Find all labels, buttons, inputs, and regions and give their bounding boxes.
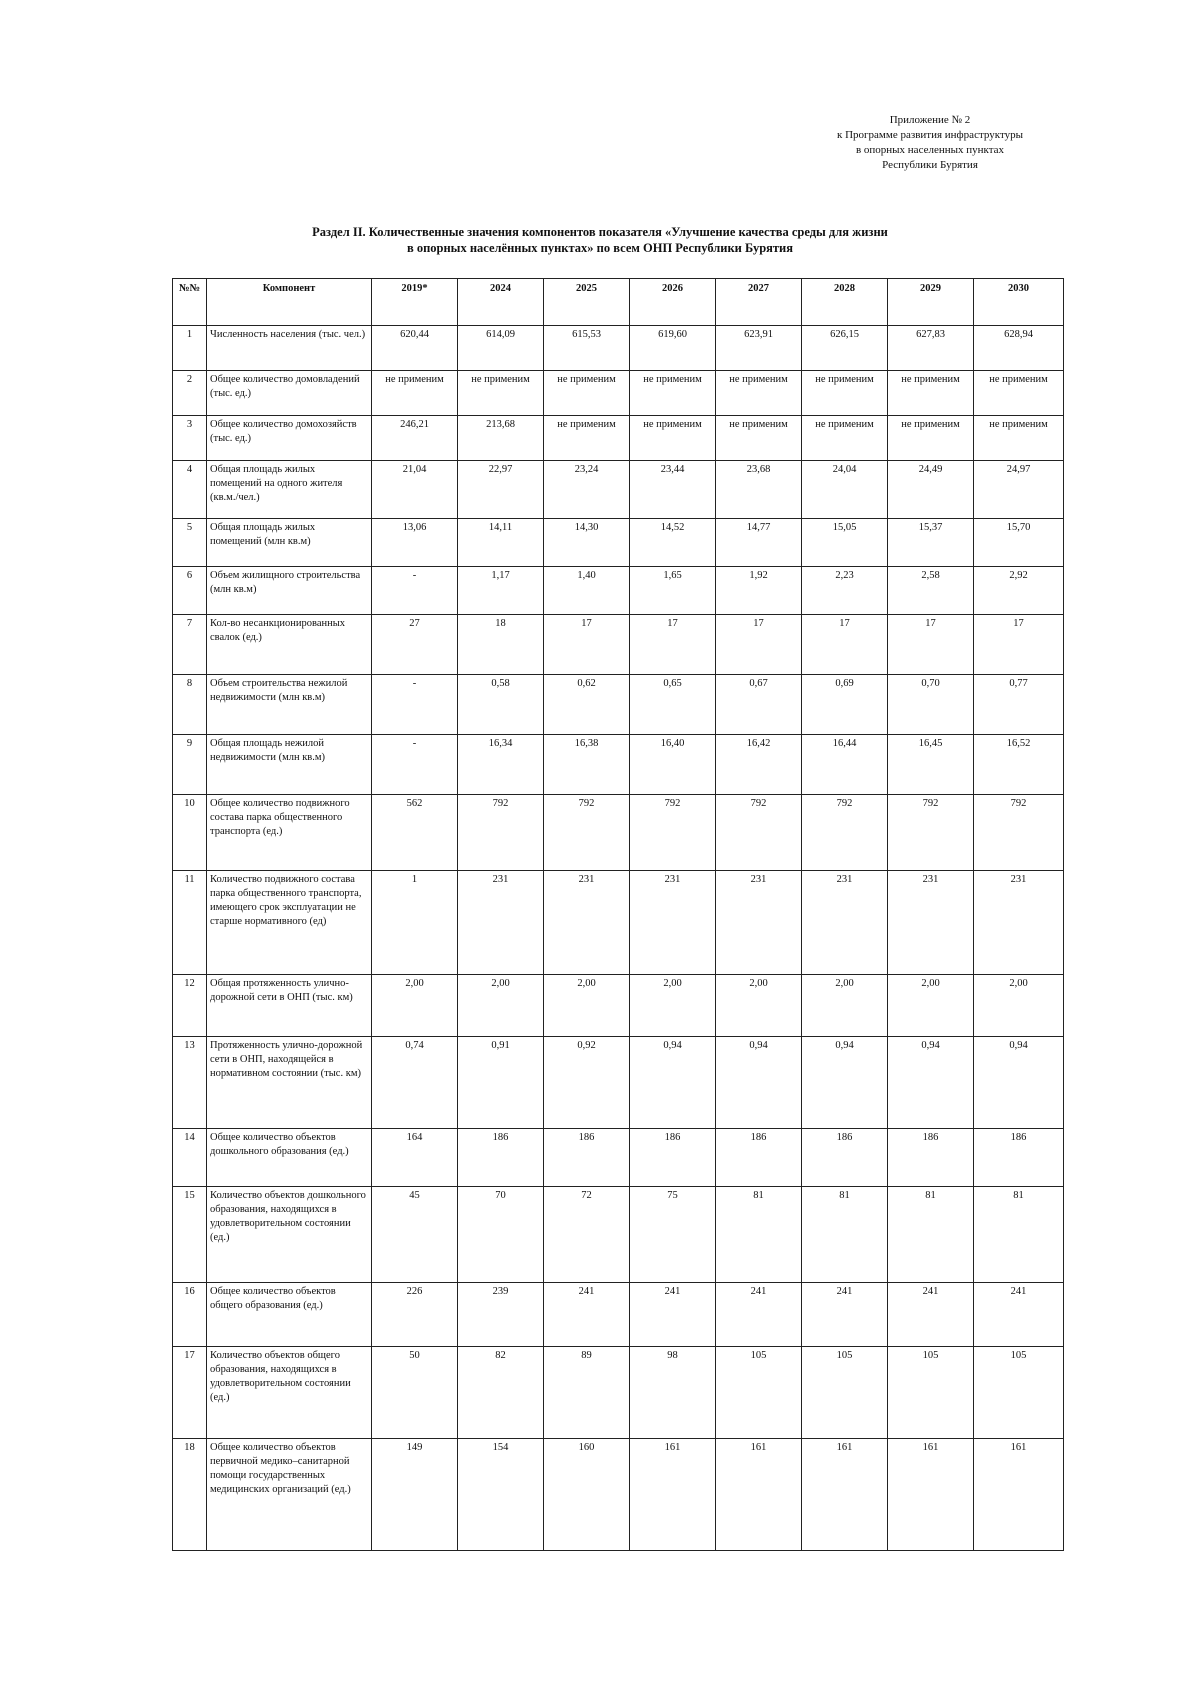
row-value: 161 bbox=[716, 1439, 802, 1551]
row-value: 1,17 bbox=[458, 567, 544, 615]
row-value: 16,52 bbox=[974, 735, 1064, 795]
row-value: 75 bbox=[630, 1187, 716, 1283]
table-row bbox=[173, 1283, 1064, 1347]
row-number: 7 bbox=[173, 615, 207, 675]
row-number: 5 bbox=[173, 519, 207, 567]
row-value: 231 bbox=[630, 871, 716, 975]
row-value: 17 bbox=[888, 615, 974, 675]
row-value: не применим bbox=[802, 416, 888, 461]
appendix-note bbox=[820, 113, 1040, 173]
row-component: Общее количество подвижного состава парка общественного транспорта (ед.) bbox=[207, 795, 372, 871]
header-year: 2028 bbox=[802, 279, 888, 326]
row-value: 16,44 bbox=[802, 735, 888, 795]
header-component: Компонент bbox=[207, 279, 372, 326]
row-component: Общая протяженность улично-дорожной сети в ОНП (тыс. км) bbox=[207, 975, 372, 1037]
row-value: 2,00 bbox=[802, 975, 888, 1037]
row-value: 161 bbox=[802, 1439, 888, 1551]
row-value: 16,38 bbox=[544, 735, 630, 795]
row-value: 792 bbox=[458, 795, 544, 871]
row-value: 239 bbox=[458, 1283, 544, 1347]
row-value: 615,53 bbox=[544, 326, 630, 371]
row-component: Общая площадь жилых помещений на одного жителя (кв.м./чел.) bbox=[207, 461, 372, 519]
row-value: не применим bbox=[974, 371, 1064, 416]
row-value: 623,91 bbox=[716, 326, 802, 371]
table-row bbox=[173, 416, 1064, 461]
row-value: 105 bbox=[974, 1347, 1064, 1439]
row-value: 27 bbox=[372, 615, 458, 675]
row-value: 0,92 bbox=[544, 1037, 630, 1129]
row-value: 72 bbox=[544, 1187, 630, 1283]
row-value: 0,74 bbox=[372, 1037, 458, 1129]
row-value: 2,00 bbox=[372, 975, 458, 1037]
table-row bbox=[173, 1129, 1064, 1187]
row-value: 81 bbox=[888, 1187, 974, 1283]
table-header-row bbox=[173, 279, 1064, 326]
row-value: 22,97 bbox=[458, 461, 544, 519]
row-value: 105 bbox=[716, 1347, 802, 1439]
row-number: 12 bbox=[173, 975, 207, 1037]
header-year: 2027 bbox=[716, 279, 802, 326]
row-value: 17 bbox=[716, 615, 802, 675]
header-year: 2024 bbox=[458, 279, 544, 326]
row-value: 1,40 bbox=[544, 567, 630, 615]
row-value: 231 bbox=[802, 871, 888, 975]
row-value: 620,44 bbox=[372, 326, 458, 371]
row-value: 24,97 bbox=[974, 461, 1064, 519]
row-value: не применим bbox=[544, 371, 630, 416]
header-year: 2025 bbox=[544, 279, 630, 326]
row-value: 241 bbox=[630, 1283, 716, 1347]
row-number: 9 bbox=[173, 735, 207, 795]
row-value: 792 bbox=[716, 795, 802, 871]
row-component: Численность населения (тыс. чел.) bbox=[207, 326, 372, 371]
row-value: 164 bbox=[372, 1129, 458, 1187]
header-year: 2029 bbox=[888, 279, 974, 326]
row-value: 0,91 bbox=[458, 1037, 544, 1129]
row-value: 14,11 bbox=[458, 519, 544, 567]
row-value: - bbox=[372, 675, 458, 735]
row-value: 792 bbox=[802, 795, 888, 871]
row-value: 628,94 bbox=[974, 326, 1064, 371]
row-value: 231 bbox=[458, 871, 544, 975]
header-number: №№ bbox=[173, 279, 207, 326]
row-value: 16,40 bbox=[630, 735, 716, 795]
row-value: 0,62 bbox=[544, 675, 630, 735]
row-component: Общее количество объектов дошкольного образования (ед.) bbox=[207, 1129, 372, 1187]
table-row bbox=[173, 1037, 1064, 1129]
row-value: 213,68 bbox=[458, 416, 544, 461]
row-value: 14,52 bbox=[630, 519, 716, 567]
row-value: 792 bbox=[974, 795, 1064, 871]
row-value: 1 bbox=[372, 871, 458, 975]
row-component: Общая площадь нежилой недвижимости (млн кв.м) bbox=[207, 735, 372, 795]
section-title-line-1: Раздел II. Количественные значения компонентов показателя «Улучшение качества среды для жизни bbox=[312, 225, 888, 239]
row-value: 0,70 bbox=[888, 675, 974, 735]
row-number: 17 bbox=[173, 1347, 207, 1439]
row-value: 0,94 bbox=[888, 1037, 974, 1129]
table-row bbox=[173, 795, 1064, 871]
row-value: 186 bbox=[458, 1129, 544, 1187]
row-value: не применим bbox=[716, 416, 802, 461]
row-value: 241 bbox=[888, 1283, 974, 1347]
row-component: Количество объектов дошкольного образования, находящихся в удовлетворительном состоянии (ед.) bbox=[207, 1187, 372, 1283]
row-number: 11 bbox=[173, 871, 207, 975]
appendix-line: в опорных населенных пунктах bbox=[855, 144, 1005, 156]
row-value: 82 bbox=[458, 1347, 544, 1439]
row-value: 792 bbox=[544, 795, 630, 871]
table-row bbox=[173, 1347, 1064, 1439]
row-value: 2,00 bbox=[458, 975, 544, 1037]
table-row bbox=[173, 371, 1064, 416]
row-number: 18 bbox=[173, 1439, 207, 1551]
appendix-line: к Программе развития инфраструктуры bbox=[836, 129, 1023, 141]
row-value: 0,67 bbox=[716, 675, 802, 735]
row-value: 160 bbox=[544, 1439, 630, 1551]
row-value: 70 bbox=[458, 1187, 544, 1283]
table-row bbox=[173, 567, 1064, 615]
row-value: 186 bbox=[716, 1129, 802, 1187]
row-value: 14,30 bbox=[544, 519, 630, 567]
row-value: 16,34 bbox=[458, 735, 544, 795]
row-value: 241 bbox=[716, 1283, 802, 1347]
section-title-line-2: в опорных населённых пунктах» по всем ОНП Республики Бурятия bbox=[406, 241, 794, 255]
row-component: Кол-во несанкционированных свалок (ед.) bbox=[207, 615, 372, 675]
row-value: 16,45 bbox=[888, 735, 974, 795]
table-row bbox=[173, 1439, 1064, 1551]
row-value: 50 bbox=[372, 1347, 458, 1439]
table-row bbox=[173, 326, 1064, 371]
row-value: 2,00 bbox=[888, 975, 974, 1037]
table-row bbox=[173, 735, 1064, 795]
row-value: 231 bbox=[716, 871, 802, 975]
row-value: - bbox=[372, 567, 458, 615]
row-value: 0,94 bbox=[974, 1037, 1064, 1129]
row-value: 614,09 bbox=[458, 326, 544, 371]
row-value: 17 bbox=[630, 615, 716, 675]
row-value: 241 bbox=[544, 1283, 630, 1347]
row-value: 23,44 bbox=[630, 461, 716, 519]
row-number: 4 bbox=[173, 461, 207, 519]
row-value: не применим bbox=[802, 371, 888, 416]
row-value: 45 bbox=[372, 1187, 458, 1283]
row-component: Общее количество домохозяйств (тыс. ед.) bbox=[207, 416, 372, 461]
appendix-line: Республики Бурятия bbox=[882, 159, 978, 171]
row-value: 15,70 bbox=[974, 519, 1064, 567]
row-value: 154 bbox=[458, 1439, 544, 1551]
row-number: 2 bbox=[173, 371, 207, 416]
row-value: 792 bbox=[630, 795, 716, 871]
row-value: 23,68 bbox=[716, 461, 802, 519]
row-component: Объем жилищного строительства (млн кв.м) bbox=[207, 567, 372, 615]
row-value: 627,83 bbox=[888, 326, 974, 371]
row-value: 0,65 bbox=[630, 675, 716, 735]
row-value: 226 bbox=[372, 1283, 458, 1347]
section-title bbox=[240, 224, 960, 256]
row-number: 15 bbox=[173, 1187, 207, 1283]
row-value: 246,21 bbox=[372, 416, 458, 461]
row-value: 13,06 bbox=[372, 519, 458, 567]
row-value: 14,77 bbox=[716, 519, 802, 567]
row-value: 105 bbox=[888, 1347, 974, 1439]
row-component: Общее количество объектов первичной медико–санитарной помощи государственных медицинских организаций (ед.) bbox=[207, 1439, 372, 1551]
row-value: 21,04 bbox=[372, 461, 458, 519]
appendix-line: Приложение № 2 bbox=[889, 114, 971, 126]
row-value: 149 bbox=[372, 1439, 458, 1551]
row-value: 81 bbox=[716, 1187, 802, 1283]
row-value: 0,94 bbox=[630, 1037, 716, 1129]
row-number: 13 bbox=[173, 1037, 207, 1129]
row-component: Количество объектов общего образования, находящихся в удовлетворительном состоянии (ед.) bbox=[207, 1347, 372, 1439]
row-component: Количество подвижного состава парка общественного транспорта, имеющего срок эксплуатации не старше нормативного (ед) bbox=[207, 871, 372, 975]
row-value: 0,77 bbox=[974, 675, 1064, 735]
row-value: 24,04 bbox=[802, 461, 888, 519]
row-value: 17 bbox=[802, 615, 888, 675]
header-year: 2019* bbox=[372, 279, 458, 326]
table-row bbox=[173, 461, 1064, 519]
row-number: 8 bbox=[173, 675, 207, 735]
row-value: 161 bbox=[630, 1439, 716, 1551]
row-value: 89 bbox=[544, 1347, 630, 1439]
row-value: 241 bbox=[802, 1283, 888, 1347]
row-component: Общая площадь жилых помещений (млн кв.м) bbox=[207, 519, 372, 567]
row-number: 10 bbox=[173, 795, 207, 871]
row-value: 81 bbox=[802, 1187, 888, 1283]
row-value: не применим bbox=[716, 371, 802, 416]
row-value: 186 bbox=[802, 1129, 888, 1187]
row-value: 626,15 bbox=[802, 326, 888, 371]
row-value: 2,00 bbox=[974, 975, 1064, 1037]
row-value: 231 bbox=[974, 871, 1064, 975]
row-component: Объем строительства нежилой недвижимости (млн кв.м) bbox=[207, 675, 372, 735]
table-row bbox=[173, 519, 1064, 567]
table-row bbox=[173, 675, 1064, 735]
row-value: 1,92 bbox=[716, 567, 802, 615]
row-value: 0,58 bbox=[458, 675, 544, 735]
row-value: не применим bbox=[458, 371, 544, 416]
row-value: 2,00 bbox=[544, 975, 630, 1037]
table-row bbox=[173, 975, 1064, 1037]
row-value: не применим bbox=[372, 371, 458, 416]
row-value: 1,65 bbox=[630, 567, 716, 615]
row-number: 6 bbox=[173, 567, 207, 615]
row-value: 186 bbox=[888, 1129, 974, 1187]
row-value: 15,05 bbox=[802, 519, 888, 567]
row-value: 0,69 bbox=[802, 675, 888, 735]
indicator-table bbox=[172, 278, 1064, 1551]
row-value: 161 bbox=[974, 1439, 1064, 1551]
row-value: не применим bbox=[888, 416, 974, 461]
row-number: 1 bbox=[173, 326, 207, 371]
row-value: не применим bbox=[630, 416, 716, 461]
row-value: 2,23 bbox=[802, 567, 888, 615]
row-value: 186 bbox=[974, 1129, 1064, 1187]
header-year: 2030 bbox=[974, 279, 1064, 326]
row-value: 619,60 bbox=[630, 326, 716, 371]
row-value: 231 bbox=[544, 871, 630, 975]
row-component: Общее количество домовладений (тыс. ед.) bbox=[207, 371, 372, 416]
row-value: 2,58 bbox=[888, 567, 974, 615]
row-value: 161 bbox=[888, 1439, 974, 1551]
row-value: 24,49 bbox=[888, 461, 974, 519]
row-value: не применим bbox=[630, 371, 716, 416]
row-value: - bbox=[372, 735, 458, 795]
row-value: 17 bbox=[974, 615, 1064, 675]
row-value: 186 bbox=[630, 1129, 716, 1187]
row-value: 98 bbox=[630, 1347, 716, 1439]
row-number: 3 bbox=[173, 416, 207, 461]
row-value: 16,42 bbox=[716, 735, 802, 795]
table-row bbox=[173, 871, 1064, 975]
row-value: 562 bbox=[372, 795, 458, 871]
row-value: не применим bbox=[544, 416, 630, 461]
row-value: 105 bbox=[802, 1347, 888, 1439]
row-value: 15,37 bbox=[888, 519, 974, 567]
row-value: не применим bbox=[974, 416, 1064, 461]
row-value: не применим bbox=[888, 371, 974, 416]
row-component: Протяженность улично-дорожной сети в ОНП, находящейся в нормативном состоянии (тыс. км) bbox=[207, 1037, 372, 1129]
table-row bbox=[173, 615, 1064, 675]
row-component: Общее количество объектов общего образования (ед.) bbox=[207, 1283, 372, 1347]
row-value: 792 bbox=[888, 795, 974, 871]
row-value: 241 bbox=[974, 1283, 1064, 1347]
row-value: 23,24 bbox=[544, 461, 630, 519]
row-number: 16 bbox=[173, 1283, 207, 1347]
row-value: 231 bbox=[888, 871, 974, 975]
row-value: 17 bbox=[544, 615, 630, 675]
row-value: 2,92 bbox=[974, 567, 1064, 615]
row-value: 2,00 bbox=[630, 975, 716, 1037]
table-body bbox=[173, 326, 1064, 1551]
header-year: 2026 bbox=[630, 279, 716, 326]
row-value: 186 bbox=[544, 1129, 630, 1187]
row-value: 18 bbox=[458, 615, 544, 675]
row-value: 81 bbox=[974, 1187, 1064, 1283]
row-value: 2,00 bbox=[716, 975, 802, 1037]
row-number: 14 bbox=[173, 1129, 207, 1187]
table-row bbox=[173, 1187, 1064, 1283]
row-value: 0,94 bbox=[716, 1037, 802, 1129]
row-value: 0,94 bbox=[802, 1037, 888, 1129]
